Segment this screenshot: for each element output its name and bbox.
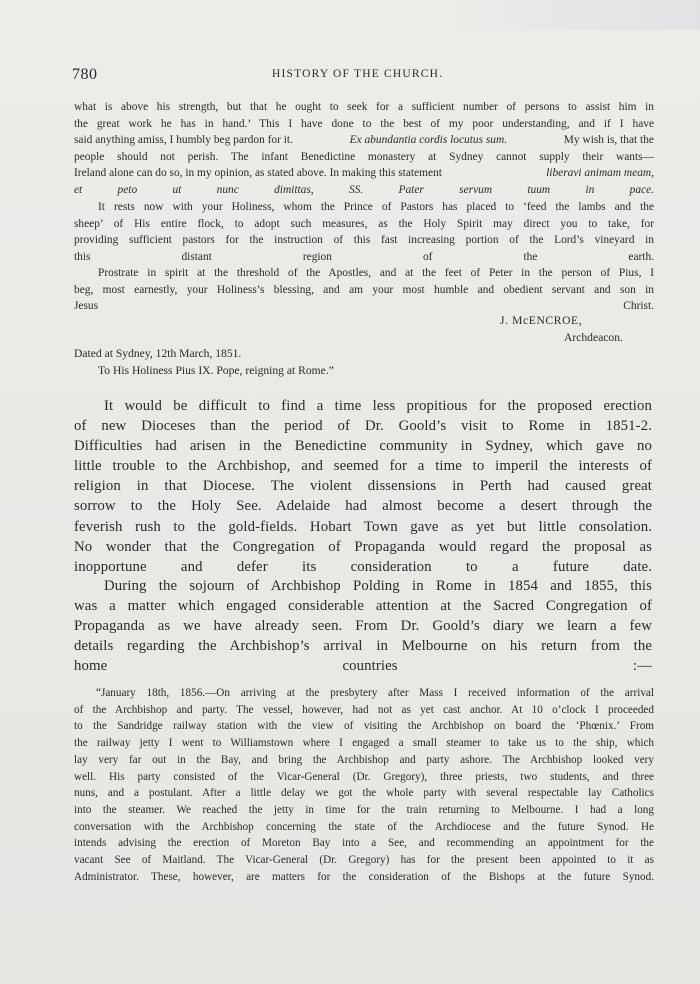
text-line: the railway jetty I went to Williamstown where I engaged a small steamer to take us to the ship, which — [74, 737, 654, 750]
text-line: little trouble to the Archbishop, and seemed for a time to imperil the interests of — [74, 458, 652, 475]
text-line: It rests now with your Holiness, whom the Prince of Pastors has placed to ‘feed the lambs and the — [98, 201, 654, 213]
text-line: beg, most earnestly, your Holiness’s blessing, and am your most humble and obedient servant and son in — [74, 283, 654, 296]
page-edge-discoloration — [440, 0, 700, 30]
text-line: sheep’ of His entire flock, to adopt such measures, as the Holy Spirit may direct you to take, for — [74, 217, 654, 230]
text-line: lay very far out in the Bay, and bring the Archbishop and party ashore. The Archbishop looked very — [74, 753, 654, 766]
text-line: vacant See of Maitland. The Vicar-General (Dr. Gregory) has for the present been appointed to it as — [74, 854, 654, 867]
letter-paragraph-1 — [74, 99, 654, 199]
text-line — [74, 165, 654, 182]
latin-phrase: liberavi animam meam, — [546, 167, 654, 180]
text-line: into the steamer. We reached the jetty in time for the train returning to Melbourne. I had a long — [74, 803, 654, 816]
text-line: No wonder that the Congregation of Propaganda would regard the proposal as — [74, 538, 652, 555]
page-header — [72, 66, 652, 84]
text-line: intends advising the erection of Moreton Bay into a See, and recommending an appointment for the — [74, 837, 654, 850]
letter-paragraph-2 — [74, 199, 654, 265]
body-paragraph-1 — [74, 396, 652, 577]
running-head: HISTORY OF THE CHURCH. — [272, 68, 444, 80]
letter-paragraph-3 — [74, 265, 654, 315]
text-line: Jesus Christ. — [74, 300, 654, 313]
text-line: people should not perish. The infant Benedictine monastery at Sydney cannot supply their wants— — [74, 150, 654, 163]
text-line: conversation with the Archbishop concerning the state of the Archdiocese and the future Synod. He — [74, 820, 654, 833]
text-segment: said anything amiss, I humbly beg pardon for it. — [74, 134, 293, 147]
text-segment: My wish is, that the — [563, 134, 654, 147]
text-line: feverish rush to the gold-fields. Hobart Town gave as yet but little consolation. — [74, 518, 652, 535]
text-line: Propaganda as we have already seen. From Dr. Goold’s diary we learn a few — [74, 618, 652, 635]
text-line: It would be difficult to find a time less propitious for the proposed erection — [104, 398, 652, 414]
text-line: home countries :— — [74, 658, 652, 675]
text-line: providing sufficient pastors for the instruction of this fast increasing portion of the Lord’s vineyard in — [74, 234, 654, 247]
signature-name: J. McENCROE, — [500, 314, 583, 327]
text-line: this distant region of the earth. — [74, 250, 654, 263]
text-line: details regarding the Archbishop’s arrival in Melbourne on his return from the — [74, 638, 652, 655]
text-line: Prostrate in spirit at the threshold of the Apostles, and at the feet of Peter in the person of Pius, I — [98, 267, 654, 279]
text-line: “January 18th, 1856.—On arriving at the presbytery after Mass I received information of the arrival — [96, 687, 654, 699]
latin-line: et peto ut nunc dimittas, SS. Pater servum tuum in pace. — [74, 183, 654, 196]
text-line: religion in that Diocese. The violent dissensions in Perth had caused great — [74, 478, 652, 495]
text-line: of new Dioceses than the period of Dr. Goold’s visit to Rome in 1851-2. — [74, 418, 652, 435]
text-line: During the sojourn of Archbishop Polding in Rome in 1854 and 1855, this — [104, 578, 652, 594]
text-line: the great work he has in hand.’ This I have done to the best of my poor understanding, and if I have — [74, 117, 654, 130]
text-line: of the Archbishop and party. The vessel, however, had not as yet cast anchor. At 10 o’clock I proceeded — [74, 703, 654, 716]
diary-extract — [74, 685, 654, 885]
page-number: 780 — [72, 66, 98, 83]
text-line: sorrow to the Holy See. Adelaide had almost become a desert through the — [74, 498, 652, 515]
text-line: Difficulties had arisen in the Benedictine community in Sydney, which gave no — [74, 438, 652, 455]
letter-date: Dated at Sydney, 12th March, 1851. — [74, 347, 242, 360]
text-segment: Ireland alone can do so, in my opinion, as stated above. In making this statement — [74, 167, 442, 180]
letter-addressee: To His Holiness Pius IX. Pope, reigning at Rome.” — [98, 364, 334, 377]
text-line: well. His party consisted of the Vicar-General (Dr. Gregory), three priests, two students, and three — [74, 770, 654, 783]
text-line: nuns, and a postulant. After a little delay we got the whole party with several respectable lay Catholics — [74, 787, 654, 800]
text-line: what is above his strength, but that he ought to seek for a sufficient number of persons to assist him in — [74, 101, 654, 113]
text-line: inopportune and defer its consideration to a future date. — [74, 558, 652, 575]
latin-phrase: Ex abundantia cordis locutus sum. — [349, 134, 508, 147]
text-line: was a matter which engaged considerable attention at the Sacred Congregation of — [74, 598, 652, 615]
body-paragraph-2 — [74, 576, 652, 676]
text-line — [74, 132, 654, 149]
signature-title: Archdeacon. — [564, 331, 623, 344]
text-line: to the Sandridge railway station with the view of visiting the Archbishop on board the ‘Phœnix.’ From — [74, 720, 654, 733]
text-line: Administrator. These, however, are matters for the consideration of the Bishops at the future Synod. — [74, 870, 654, 883]
